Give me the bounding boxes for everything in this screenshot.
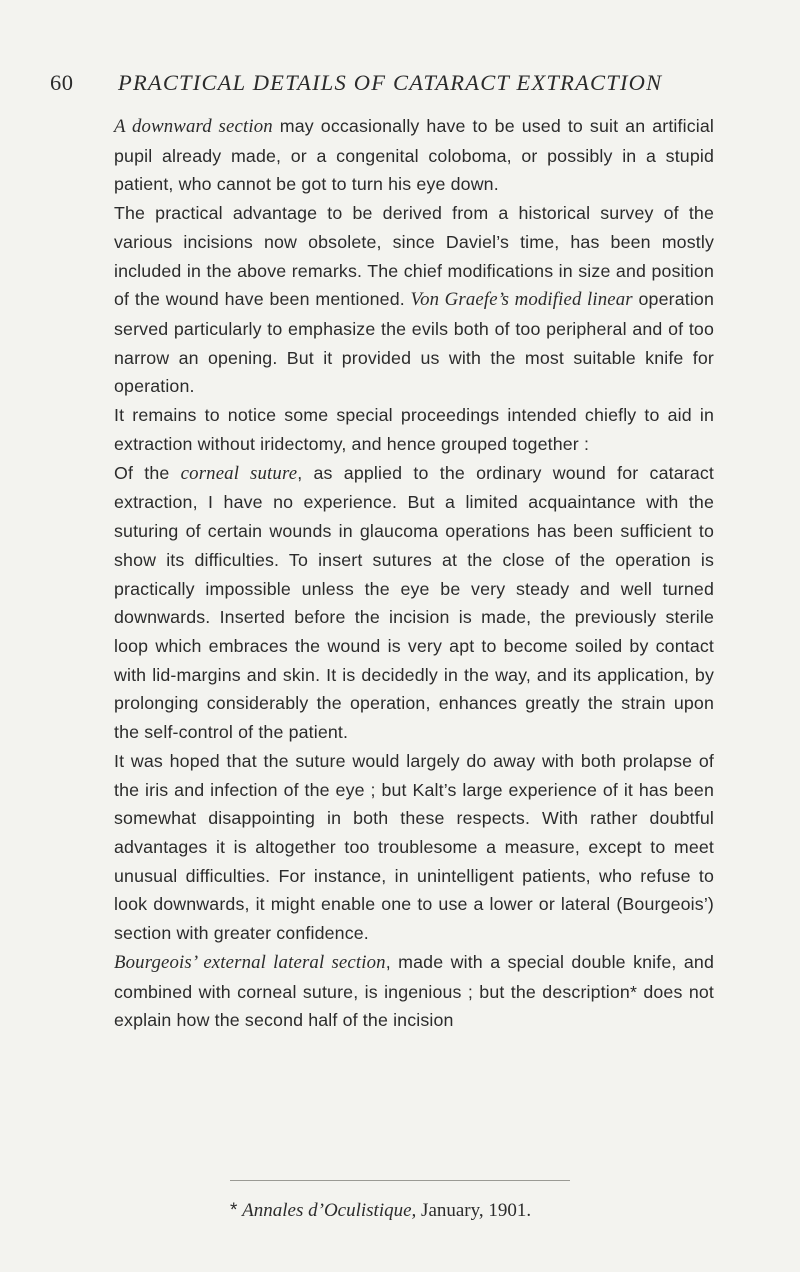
running-head: [50, 66, 750, 100]
italic-term: Von Graefe’s modified linear: [410, 289, 633, 311]
italic-term: corneal suture: [180, 462, 298, 484]
paragraph-text: It remains to notice some special proceedings intended chiefly to aid in extraction without iridectomy, and hence grouped together :: [114, 405, 714, 454]
body-text: [114, 112, 714, 1035]
paragraph-text: The practical advantage to be derived from a historical survey of the various incisions now obsolete, since Daviel’s time, has been mostly included in the above remarks. The chief modifications in size and position of the wound have been mentioned.: [114, 203, 714, 310]
paragraph-bourgeois-section: [114, 948, 714, 1035]
paragraph-historical-survey: [114, 199, 714, 401]
paragraph-special-proceedings: [114, 401, 714, 458]
paragraph-text: Of the: [114, 462, 181, 483]
italic-term: A downward section: [114, 116, 273, 137]
paragraph-suture-hopes: [114, 747, 714, 948]
paragraph-corneal-suture: [114, 459, 714, 747]
footnote-date: January, 1901.: [416, 1200, 532, 1221]
italic-term: Bourgeois’ external lateral section: [114, 951, 386, 973]
footnote-journal: Annales d’Oculistique,: [242, 1200, 417, 1221]
page-number: 60: [50, 70, 74, 95]
paragraph-downward-section: [114, 112, 714, 199]
footnote-marker: *: [230, 1200, 238, 1221]
paragraph-text: may occasionally have to be used to suit an artificial pupil already made, or a congenital coloboma, or possibly in a stupid patient, who cannot be got to turn his eye down.: [114, 116, 714, 195]
footnote-divider: [230, 1180, 570, 1181]
footnote: [230, 1198, 680, 1224]
paragraph-text-after: operation served particularly to emphasize the evils both of too peripheral and of too narrow an opening. But it provided us with the most suitable knife for operation.: [114, 289, 714, 397]
paragraph-text: It was hoped that the suture would largely do away with both prolapse of the iris and infection of the eye ; but Kalt’s large experience of it has been somewhat disappointing in both these respects. With rather doubtful advantages it is altogether too troublesome a measure, except to meet unusual difficulties. For instance, in unintelligent patients, who refuse to look downwards, it might enable one to use a lower or lateral (Bourgeois’) section with greater confidence.: [114, 750, 714, 944]
paragraph-text-after: , as applied to the ordinary wound for cataract extraction, I have no experience. But a limited acquaintance with the suturing of certain wounds in glaucoma operations has been sufficient to show its difficulties. To insert sutures at the close of the operation is practically impossible unless the eye be very steady and well turned downwards. Inserted before the incision is made, the previously sterile loop which embraces the wound is very apt to become soiled by contact with lid-margins and skin. It is decidedly in the way, and its application, by prolonging considerably the operation, enhances greatly the strain upon the self-control of the patient.: [114, 462, 714, 743]
paragraph-text: , made with a special double knife, and combined with corneal suture, is ingenious ; but the description* does not explain how the second half of the incision: [114, 951, 714, 1031]
running-head-title: PRACTICAL DETAILS OF CATARACT EXTRACTION: [118, 70, 663, 95]
